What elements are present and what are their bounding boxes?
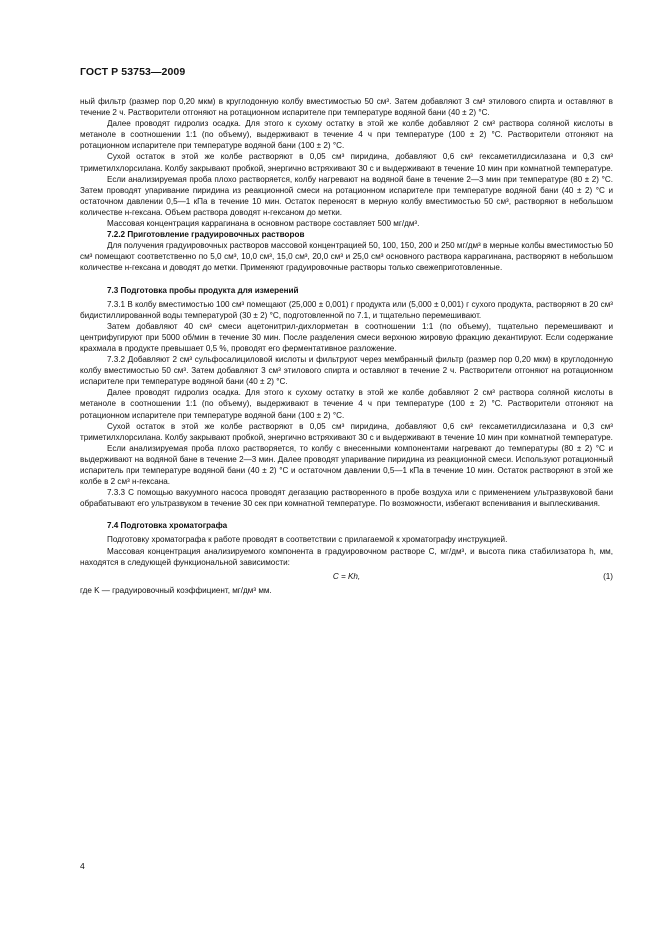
paragraph: ный фильтр (размер пор 0,20 мкм) в круглодонную колбу вместимостью 50 см³. Затем добавляют 3 см³ этилового спирта и оставляют в течение 2 ч. Растворители отгоняют на ротационном испарителе при температуре водяной бани (40 ± 2) °С. — [80, 97, 613, 118]
paragraph: 7.3.1 В колбу вместимостью 100 см³ помещают (25,000 ± 0,001) г продукта или (5,000 ± 0,001) г сухого продукта, растворяют в 20 см³ бидистиллированной воды температурой (30 ± 2) °С, подготовленной по 7.1, и тщательно перемешивают. — [80, 299, 613, 320]
paragraph: 7.3.3 С помощью вакуумного насоса проводят дегазацию растворенного в пробе воздуха или с применением ультразвуковой бани обрабатывают его ультразвуком в течение 30 сек при комнатной температуре. По возможности, избегают вспенивания и выплескивания. — [80, 488, 613, 509]
page-number: 4 — [80, 861, 85, 871]
paragraph: Для получения градуировочных растворов массовой концентрацией 50, 100, 150, 200 и 250 мг/дм³ в мерные колбы вместимостью 50 см³ помещают соответственно по 5,0 см³, 10,0 см³, 15,0 см³, 20,0 см³ и 25,0 см³ основного раствора каррагинана, растворяют в небольшом количестве н-гексана и доводят до метки. Применяют градуировочные растворы только свежеприготовленные. — [80, 241, 613, 273]
paragraph: Если анализируемая проба плохо растворяется, то колбу с внесенными компонентами нагревают до температуры (80 ± 2) °С и выдерживают на водяной бане в течение 2—3 мин. Далее проводят упаривание пиридина из реакционной смеси. Используют ротационный испаритель при температуре водяной бани (40 ± 2) °С и остаточном давлении 0,5—1 кПа в течение 10 мин. Остаток растворяют в этой же колбе в 2 см³ н-гексана. — [80, 443, 613, 487]
formula: C = Kh, — [332, 571, 361, 581]
paragraph: Подготовку хроматографа к работе проводят в соответствии с прилагаемой к хроматографу инструкцией. — [107, 535, 508, 545]
paragraph: Массовая концентрация каррагинана в основном растворе составляет 500 мг/дм³. — [107, 219, 420, 229]
paragraph: 7.3.2 Добавляют 2 см³ сульфосалициловой кислоты и фильтруют через мембранный фильтр (размер пор 0,20 мкм) в круглодонную колбу вместимостью 50 см³. Затем добавляют 3 см³ этилового спирта и оставляют в течение 2 ч. Растворители отгоняют на ротационном испарителе при температуре водяной бани (40 ± 2) °С. — [80, 355, 613, 387]
paragraph: Затем добавляют 40 см³ смеси ацетонитрил-дихлорметан в соотношении 1:1 (по объему), тщательно перемешивают и центрифугируют при 5000 об/мин в течение 30 мин. После разделения смеси верхнюю жировую фракцию декантируют. Если содержание крахмала в продукте превышает 0,5 %, проводят его ферментативное разложение. — [80, 321, 613, 353]
paragraph: Массовая концентрация анализируемого компонента в градуировочном растворе С, мг/дм³, и высота пика стабилизатора h, мм, находятся в следующей функциональной зависимости: — [80, 546, 613, 567]
section-heading-7-3: 7.3 Подготовка пробы продукта для измерений — [107, 285, 299, 295]
document-header: ГОСТ Р 53753—2009 — [80, 66, 186, 78]
paragraph: Если анализируемая проба плохо растворяется, колбу нагревают на водяной бане в течение 2—3 мин при температуре (80 ± 2) °С. Затем проводят упаривание пиридина из реакционной смеси на ротационном испарителе при температуре водяной бани (40 ± 2) °С и остаточном давлении 0,5—1 кПа в течение 10 мин. Остаток переносят в мерную колбу вместимостью 50 см³, растворяют в небольшом количестве н-гексана. Объем раствора доводят н-гексаном до метки. — [80, 174, 613, 217]
document-body — [80, 96, 613, 596]
paragraph: Сухой остаток в этой же колбе растворяют в 0,05 см³ пиридина, добавляют 0,6 см³ гексаметилдисилазана и 0,3 см³ триметилхлорсилана. Колбу закрывают пробкой, энергично встряхивают 30 с и выдерживают в течение 10 мин при комнатной температуре. — [80, 152, 613, 173]
formula-number: (1) — [603, 571, 613, 581]
paragraph: Сухой остаток в этой же колбе растворяют в 0,05 см³ пиридина, добавляют 0,6 см³ гексаметилдисилазана и 0,3 см³ триметилхлорсилана. Колбу закрывают пробкой, энергично встряхивают 30 с и выдерживают в течение 10 мин при комнатной температуре. — [80, 421, 613, 442]
section-heading-7-2-2: 7.2.2 Приготовление градуировочных растворов — [107, 230, 305, 240]
formula-line — [80, 571, 613, 585]
paragraph: Далее проводят гидролиз осадка. Для этого к сухому остатку в этой же колбе добавляют 2 см³ раствора соляной кислоты в метаноле в соотношении 1:1 (по объему), выдерживают в течение 4 ч при температуре (100 ± 2) °С. Растворители отгоняют на ротационном испарителе при температуре водяной бани (100 ± 2) °С. — [80, 388, 613, 420]
paragraph: Далее проводят гидролиз осадка. Для этого к сухому остатку в этой же колбе добавляют 2 см³ раствора соляной кислоты в метаноле в соотношении 1:1 (по объему), выдерживают в течение 4 ч при температуре (100 ± 2) °С. Растворители отгоняют на ротационном испарителе при температуре водяной бани (100 ± 2) °С. — [80, 119, 613, 151]
paragraph: где K — градуировочный коэффициент, мг/дм³ мм. — [80, 585, 272, 595]
section-heading-7-4: 7.4 Подготовка хроматографа — [107, 521, 228, 531]
